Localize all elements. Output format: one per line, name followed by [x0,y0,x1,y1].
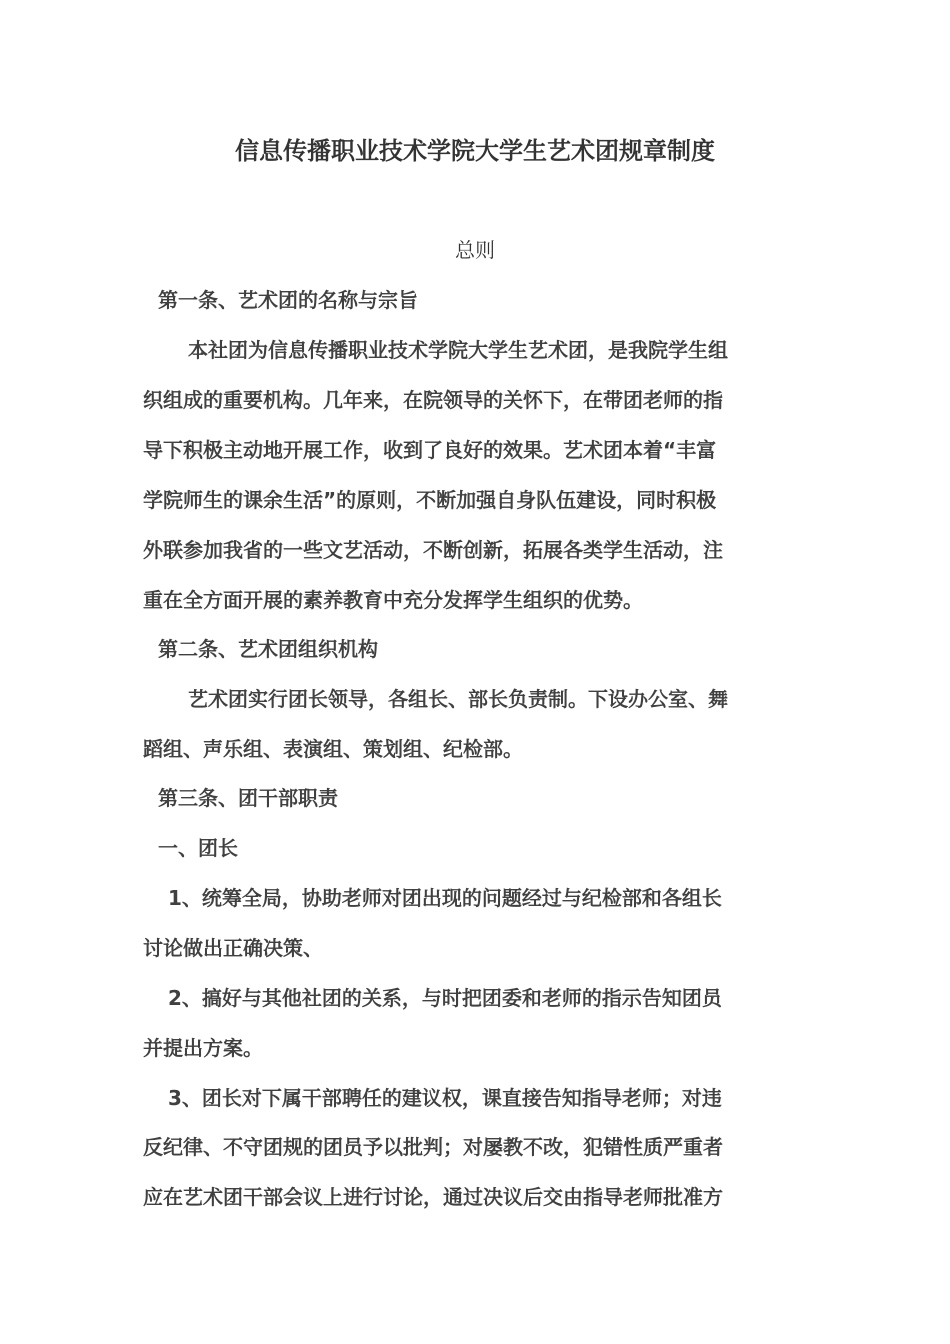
list-item-line: 2、搞好与其他社团的关系，与时把团委和老师的指示告知团员 [168,986,722,1010]
paragraph-line: 本社团为信息传播职业技术学院大学生艺术团，是我院学生组 [188,338,728,362]
paragraph-line: 艺术团实行团长领导，各组长、部长负责制。下设办公室、舞 [188,687,728,711]
list-item-line: 1、统筹全局，协助老师对团出现的问题经过与纪检部和各组长 [168,886,722,910]
paragraph-line: 蹈组、声乐组、表演组、策划组、纪检部。 [143,737,523,761]
paragraph-line: 织组成的重要机构。几年来，在院领导的关怀下，在带团老师的指 [143,388,723,412]
paragraph-line: 重在全方面开展的素养教育中充分发挥学生组织的优势。 [143,588,643,612]
subsection-heading: 一、团长 [158,836,238,860]
list-item-line: 3、团长对下属干部聘任的建议权，课直接告知指导老师；对违 [168,1086,722,1110]
article-heading-1: 第一条、艺术团的名称与宗旨 [158,288,418,312]
paragraph-line: 导下积极主动地开展工作，收到了良好的效果。艺术团本着“丰富 [143,438,717,462]
section-heading-general: 总则 [455,238,495,262]
paragraph-line: 学院师生的课余生活”的原则，不断加强自身队伍建设，同时积极 [143,488,717,512]
list-item-line: 并提出方案。 [143,1036,263,1060]
list-item-line: 讨论做出正确决策、 [143,936,323,960]
paragraph-line: 外联参加我省的一些文艺活动，不断创新，拓展各类学生活动，注 [143,538,723,562]
article-heading-3: 第三条、团干部职责 [158,786,338,810]
list-item-line: 应在艺术团干部会议上进行讨论，通过决议后交由指导老师批准方 [143,1185,723,1209]
list-item-line: 反纪律、不守团规的团员予以批判；对屡教不改，犯错性质严重者 [143,1135,723,1159]
article-heading-2: 第二条、艺术团组织机构 [158,637,378,661]
document-title: 信息传播职业技术学院大学生艺术团规章制度 [235,137,715,165]
